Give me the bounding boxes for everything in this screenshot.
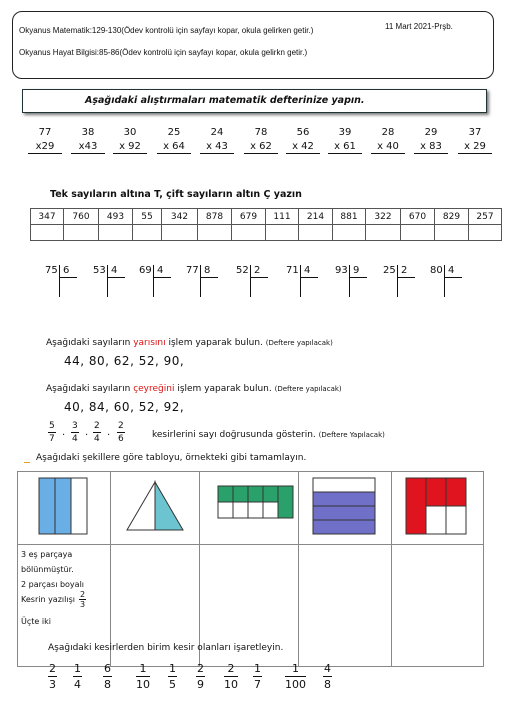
multiplier: x 64 (157, 141, 191, 154)
date-label: 11 Mart 2021-Prşb. (385, 22, 453, 31)
odd-even-number: 760 (64, 209, 99, 225)
multiplication-problem (371, 127, 405, 154)
unit-fraction-option[interactable]: $\frac{1}{10}$ (136, 662, 150, 691)
odd-even-number: 347 (31, 209, 64, 225)
division-underline (59, 277, 77, 278)
odd-even-number: 55 (133, 209, 162, 225)
divisor: 4 (111, 265, 118, 276)
dividend: 25 (383, 265, 396, 276)
shape-cell-5 (392, 472, 484, 545)
numberline-fraction: $\frac{5}{7}$ (49, 421, 55, 444)
dividend: 75 (45, 265, 58, 276)
multiplicand: 30 (123, 127, 137, 138)
dividend: 80 (430, 265, 443, 276)
division-problem (430, 265, 470, 297)
multiplication-problem (414, 127, 448, 154)
odd-even-answer[interactable] (469, 225, 502, 241)
division-underline (107, 277, 125, 278)
division-underline (153, 277, 171, 278)
odd-even-number: 493 (99, 209, 133, 225)
multiplier: x 61 (328, 141, 362, 154)
numberline-fraction: $\frac{2}{6}$ (118, 421, 124, 444)
multiplier: x 92 (113, 141, 147, 154)
odd-even-answer[interactable] (162, 225, 198, 241)
red-grid-square (392, 472, 483, 540)
unit-fraction-option[interactable]: $\frac{1}{100}$ (285, 662, 306, 691)
purple-striped-square (299, 472, 391, 540)
odd-even-answer[interactable] (99, 225, 133, 241)
divisor: 2 (254, 265, 261, 276)
half-instruction: Aşağıdaki sayıların yarısını işlem yaparak bulun. (Deftere yapılacak) (46, 338, 333, 348)
grid-cell (263, 486, 278, 502)
odd-even-number: 670 (401, 209, 435, 225)
multiplier: x43 (71, 141, 105, 154)
odd-even-answer[interactable] (198, 225, 232, 241)
odd-even-number: 679 (232, 209, 266, 225)
unit-fraction-option[interactable]: $\frac{1}{5}$ (169, 662, 176, 691)
division-underline (444, 277, 462, 278)
multiplicand: 56 (296, 127, 310, 138)
division-underline (349, 277, 367, 278)
multiplication-problem (328, 127, 362, 154)
numberline-fraction: $\frac{2}{4}$ (94, 421, 100, 444)
homework-line-math: Okyanus Matematik:129-130(Ödev kontrolü için sayfayı kopar, okula gelirken getir.) (19, 26, 314, 35)
green-grid-rectangle (200, 472, 298, 540)
unit-fraction-option[interactable]: $\frac{4}{8}$ (324, 662, 331, 691)
multiplier: x 42 (286, 141, 320, 154)
shape-cell-4 (299, 472, 392, 545)
shape-cell-2 (111, 472, 200, 545)
answer-cell-4[interactable] (299, 545, 392, 667)
homework-header-box (12, 11, 494, 79)
multiplier: x 62 (244, 141, 278, 154)
odd-even-number: 257 (469, 209, 502, 225)
odd-even-number: 322 (366, 209, 401, 225)
divisor: 4 (304, 265, 311, 276)
division-underline (200, 277, 218, 278)
division-problem (236, 265, 276, 297)
dividend: 77 (186, 265, 199, 276)
table-title: Aşağıdaki şekillere göre tabloyu, örnekteki gibi tamamlayın. (36, 453, 307, 463)
multiplication-problem (71, 127, 105, 154)
odd-even-number: 829 (435, 209, 469, 225)
dividend: 93 (335, 265, 348, 276)
unit-fraction-title: Aşağıdaki kesirlerden birim kesir olanları işaretleyin. (48, 643, 284, 653)
division-problem (139, 265, 179, 297)
odd-even-answer[interactable] (133, 225, 162, 241)
dividend: 69 (139, 265, 152, 276)
separator-dot: . (62, 427, 66, 438)
division-problem (383, 265, 423, 297)
multiplier: x29 (28, 141, 62, 154)
triangle-halves (111, 472, 199, 540)
odd-even-number: 214 (299, 209, 333, 225)
multiplier: x 83 (414, 141, 448, 154)
multiplicand: 29 (424, 127, 438, 138)
grid-cell (218, 502, 233, 518)
banner-text: Aşağıdaki alıştırmaları matematik defterinize yapın. (85, 95, 365, 106)
division-underline (300, 277, 318, 278)
example-fraction: $\frac{2}{3}$ (80, 590, 86, 609)
multiplication-problem (200, 127, 234, 154)
unit-fraction-option[interactable]: $\frac{1}{7}$ (254, 662, 261, 691)
separator-dot: . (107, 427, 111, 438)
quarter-numbers: 40, 84, 60, 52, 92, (64, 400, 185, 414)
grid-cell (278, 486, 293, 518)
odd-even-answer[interactable] (299, 225, 333, 241)
multiplicand: 77 (38, 127, 52, 138)
separator-dot: . (85, 427, 89, 438)
dividend: 53 (93, 265, 106, 276)
unit-fraction-option[interactable]: $\frac{6}{8}$ (104, 662, 111, 691)
divisor: 2 (401, 265, 408, 276)
grid-cell (218, 486, 233, 502)
odd-even-number: 342 (162, 209, 198, 225)
shape-cell-3 (200, 472, 299, 545)
grid-cell (233, 502, 248, 518)
odd-even-answer[interactable] (401, 225, 435, 241)
grid-cell (248, 486, 263, 502)
numberline-instruction: kesirlerini sayı doğrusunda gösterin. (Deftere Yapılacak) (152, 430, 385, 440)
grid-cell (263, 502, 278, 518)
grid-cell (233, 486, 248, 502)
multiplication-problem (113, 127, 147, 154)
odd-even-answer[interactable] (435, 225, 469, 241)
odd-even-answer[interactable] (232, 225, 266, 241)
instruction-banner (22, 89, 487, 113)
division-problem (186, 265, 226, 297)
divisor: 8 (204, 265, 211, 276)
division-problem (93, 265, 133, 297)
multiplicand: 39 (338, 127, 352, 138)
blue-rectangle-thirds (18, 472, 110, 540)
fraction-shapes-table (17, 471, 484, 667)
division-underline (250, 277, 268, 278)
multiplier: x 29 (458, 141, 492, 154)
multiplicand: 37 (468, 127, 482, 138)
unit-fraction-option[interactable]: $\frac{2}{9}$ (197, 662, 204, 691)
answer-cell-5[interactable] (392, 545, 484, 667)
multiplier: x 43 (200, 141, 234, 154)
division-problem (335, 265, 375, 297)
divisor: 4 (448, 265, 455, 276)
odd-even-answer[interactable] (31, 225, 64, 241)
multiplication-problem (28, 127, 62, 154)
divisor: 4 (157, 265, 164, 276)
divisor: 6 (63, 265, 70, 276)
odd-even-number: 111 (266, 209, 299, 225)
multiplication-problem (157, 127, 191, 154)
numberline-fraction: $\frac{3}{4}$ (72, 421, 78, 444)
divisor: 9 (353, 265, 360, 276)
half-numbers: 44, 80, 62, 52, 90, (64, 354, 185, 368)
odd-even-answer[interactable] (366, 225, 401, 241)
multiplicand: 24 (210, 127, 224, 138)
odd-even-table (30, 208, 502, 241)
quarter-instruction: Aşağıdaki sayıların çeyreğini işlem yaparak bulun. (Deftere yapılacak) (46, 384, 342, 394)
multiplication-problem (244, 127, 278, 154)
multiplier: x 40 (371, 141, 405, 154)
multiplicand: 25 (167, 127, 181, 138)
orange-mark (24, 462, 30, 463)
shape-cell-1 (18, 472, 111, 545)
unit-fraction-option[interactable]: $\frac{2}{10}$ (224, 662, 238, 691)
unit-fraction-option[interactable]: $\frac{1}{4}$ (74, 662, 81, 691)
odd-even-answer[interactable] (266, 225, 299, 241)
multiplicand: 78 (254, 127, 268, 138)
example-fraction-line: Kesrin yazılışı $\frac{2}{3}$ (21, 590, 86, 609)
unit-fraction-option[interactable]: $\frac{2}{3}$ (49, 662, 56, 691)
division-problem (45, 265, 85, 297)
odd-even-number: 881 (333, 209, 366, 225)
odd-even-title: Tek sayıların altına T, çift sayıların altın Ç yazın (50, 189, 302, 200)
multiplication-problem (286, 127, 320, 154)
odd-even-answer[interactable] (333, 225, 366, 241)
dividend: 71 (286, 265, 299, 276)
multiplicand: 38 (81, 127, 95, 138)
multiplication-problem (458, 127, 492, 154)
dividend: 52 (236, 265, 249, 276)
division-problem (286, 265, 326, 297)
grid-cell (248, 502, 263, 518)
example-cell: 3 eş parçaya bölünmüştür. 2 parçası boyalı Kesrin yazılışı $\frac{2}{3}$ Üçte iki (18, 545, 111, 667)
odd-even-answer[interactable] (64, 225, 99, 241)
division-underline (397, 277, 415, 278)
odd-even-number: 878 (198, 209, 232, 225)
homework-line-life: Okyanus Hayat Bilgisi:85-86(Ödev kontrolü için sayfayı kopar, okula gelirkn getir.) (19, 48, 308, 57)
multiplicand: 28 (381, 127, 395, 138)
